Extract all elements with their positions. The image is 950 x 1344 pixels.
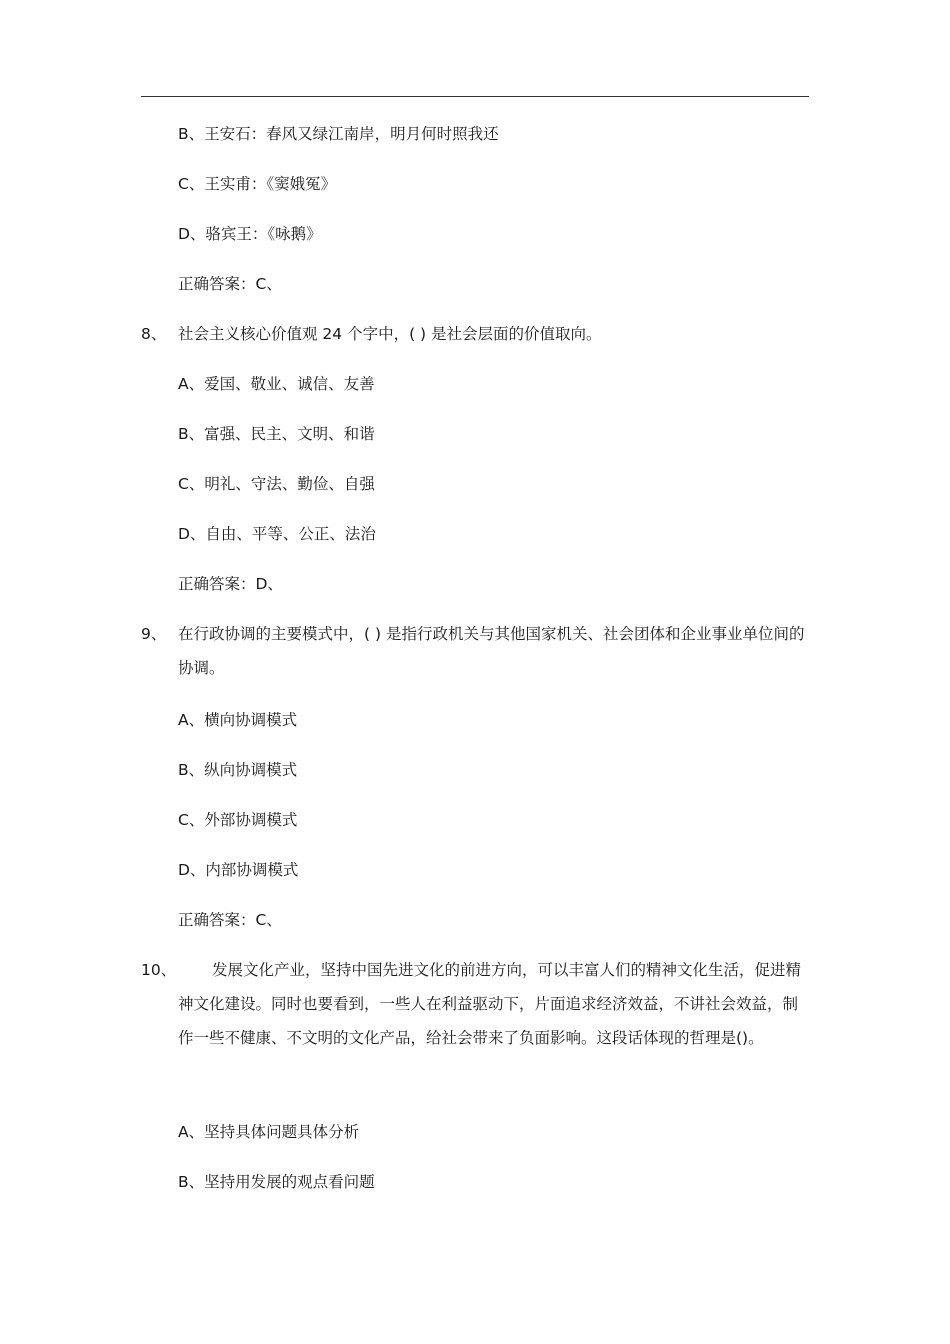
q10-option-b: B、坚持用发展的观点看问题 (178, 1173, 375, 1191)
q7-option-c: C、王实甫：《窦娥冤》 (178, 175, 337, 193)
q10-option-a: A、坚持具体问题具体分析 (178, 1123, 360, 1141)
q7-option-d: D、骆宾王：《咏鹅》 (178, 225, 322, 243)
q8-answer: 正确答案：D、 (178, 575, 283, 593)
q8-option-d: D、自由、平等、公正、法治 (178, 525, 376, 543)
q8-option-c: C、明礼、守法、勤俭、自强 (178, 475, 375, 493)
q8-number: 8、 (141, 325, 167, 343)
q8-option-b: B、富强、民主、文明、和谐 (178, 425, 375, 443)
q10-number: 10、 (141, 961, 177, 979)
q9-option-d: D、内部协调模式 (178, 861, 299, 879)
q9-number: 9、 (141, 625, 167, 643)
q10-text: 发展文化产业，坚持中国先进文化的前进方向，可以丰富人们的精神文化生活，促进精神文化建设。同时也要看到，一些人在利益驱动下，片面追求经济效益，不讲社会效益，制作一些不健康、不文明的文化产品，给社会带来了负面影响。这段话体现的哲理是()。 (178, 961, 802, 1047)
header-rule (141, 96, 809, 97)
q8-option-a: A、爱国、敬业、诚信、友善 (178, 375, 375, 393)
q7-option-b: B、王安石：春风又绿江南岸，明月何时照我还 (178, 125, 499, 143)
q9-option-a: A、横向协调模式 (178, 711, 298, 729)
q9-answer: 正确答案：C、 (178, 911, 282, 929)
q9-text: 在行政协调的主要模式中，( ) 是指行政机关与其他国家机关、社会团体和企业事业单位间的协调。 (178, 625, 805, 677)
q9-option-c: C、外部协调模式 (178, 811, 298, 829)
q7-answer: 正确答案：C、 (178, 275, 282, 293)
q8-text: 社会主义核心价值观 24 个字中，( ) 是社会层面的价值取向。 (178, 325, 602, 343)
q9-option-b: B、纵向协调模式 (178, 761, 298, 779)
